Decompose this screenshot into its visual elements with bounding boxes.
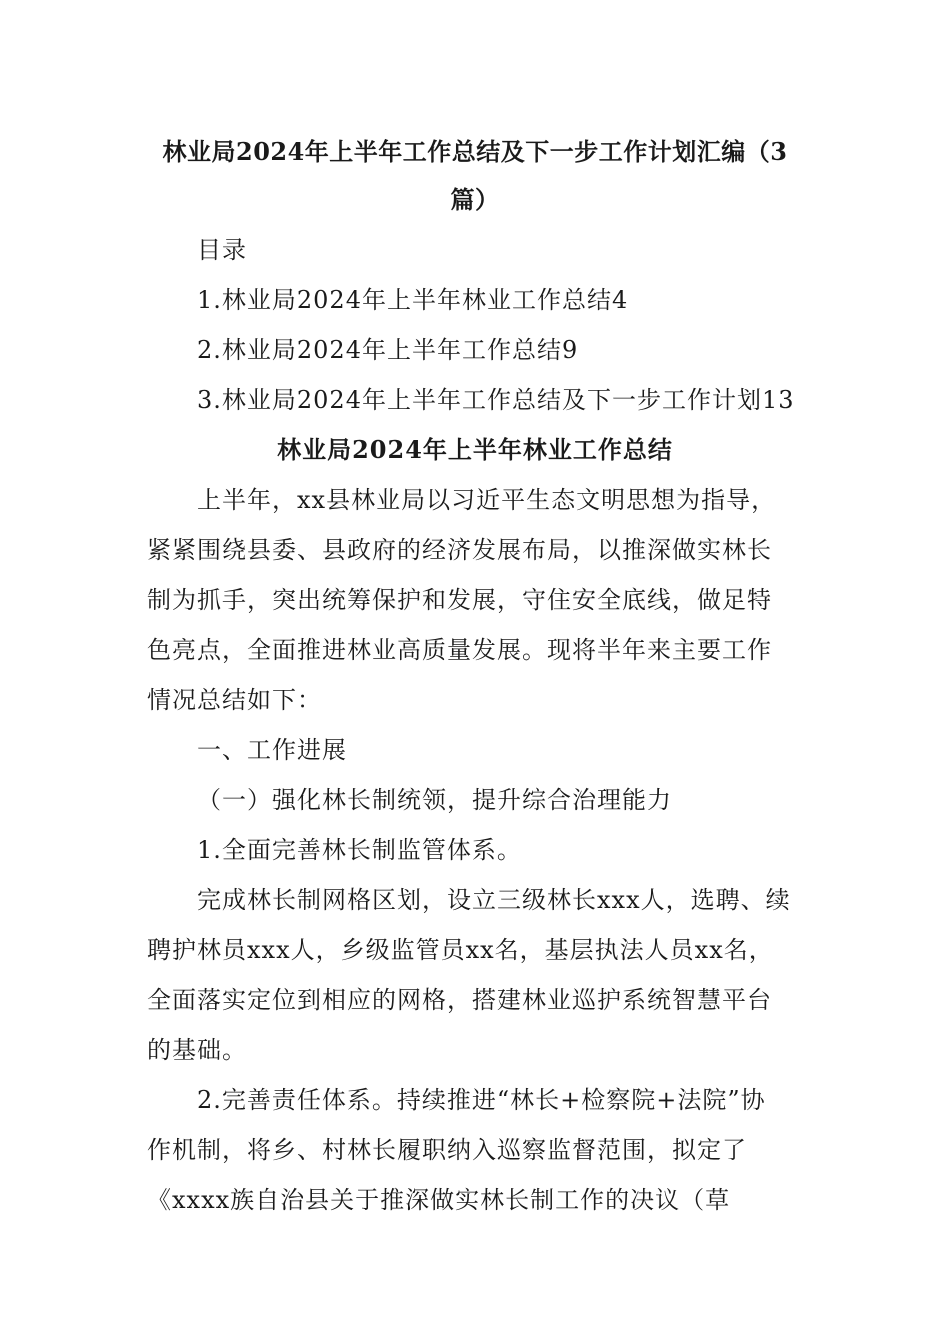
intro-line: 制为抓手，突出统筹保护和发展，守住安全底线，做足特 (147, 586, 772, 614)
toc-item: 3.林业局2024年上半年工作总结及下一步工作计划13 (197, 386, 795, 414)
document-title-line-2: 篇） (450, 185, 500, 214)
section-title: 林业局2024年上半年林业工作总结 (277, 435, 673, 464)
item-1-body-line: 聘护林员xxx人，乡级监管员xx名，基层执法人员xx名， (147, 936, 774, 964)
item-2-body-line: 《xxxx族自治县关于推深做实林长制工作的决议（草 (147, 1186, 731, 1214)
toc-heading: 目录 (197, 236, 247, 264)
toc-item: 2.林业局2024年上半年工作总结9 (197, 336, 579, 364)
item-2-body-line: 作机制，将乡、村林长履职纳入巡察监督范围，拟定了 (147, 1136, 747, 1164)
toc-item: 1.林业局2024年上半年林业工作总结4 (197, 286, 629, 314)
item-2-body-line: 2.完善责任体系。持续推进“林长+检察院+法院”协 (197, 1086, 766, 1114)
item-1-body-line: 的基础。 (147, 1036, 247, 1064)
intro-line: 情况总结如下： (147, 686, 322, 714)
item-1-body-line: 完成林长制网格区划，设立三级林长xxx人，选聘、续 (197, 886, 791, 914)
item-1-title: 1.全面完善林长制监管体系。 (197, 836, 522, 864)
heading-level-1: 一、工作进展 (197, 736, 347, 764)
document-title-line-1: 林业局2024年上半年工作总结及下一步工作计划汇编（3 (162, 137, 788, 166)
item-1-body-line: 全面落实定位到相应的网格，搭建林业巡护系统智慧平台 (147, 986, 772, 1014)
heading-level-2: （一）强化林长制统领，提升综合治理能力 (197, 786, 672, 814)
intro-line: 色亮点，全面推进林业高质量发展。现将半年来主要工作 (147, 636, 772, 664)
intro-line: 紧紧围绕县委、县政府的经济发展布局，以推深做实林长 (147, 536, 772, 564)
intro-line: 上半年，xx县林业局以习近平生态文明思想为指导， (197, 486, 777, 514)
